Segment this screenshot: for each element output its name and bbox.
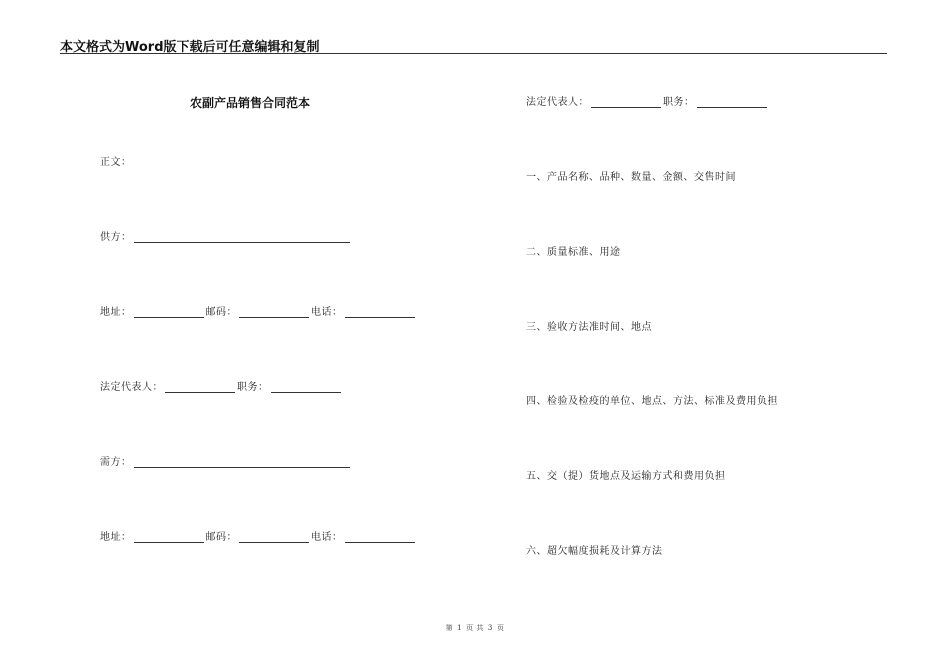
- postcode-label: 邮码：: [205, 307, 237, 318]
- supplier-address-blank[interactable]: [134, 307, 204, 318]
- supplier-rep-blank[interactable]: [165, 382, 235, 393]
- address-label: 地址：: [100, 307, 132, 318]
- rep-label: 法定代表人：: [526, 97, 589, 108]
- clause-4: 四、检验及检疫的单位、地点、方法、标准及费用负担: [526, 396, 778, 407]
- rep-label: 法定代表人：: [100, 382, 163, 393]
- page-mid: 页 共: [466, 624, 484, 632]
- supplier-address-line: [100, 303, 417, 318]
- phone-label: 电话：: [311, 307, 343, 318]
- body-label-line: [100, 153, 132, 168]
- buyer-line: [100, 453, 352, 468]
- document-title: 农副产品销售合同范本: [190, 96, 311, 110]
- buyer-address-line: [100, 528, 417, 543]
- buyer-position-blank[interactable]: [697, 97, 767, 108]
- page-footer: [0, 623, 950, 633]
- page-suffix: 页: [496, 624, 505, 632]
- document-header-note: 本文格式为Word版下载后可任意编辑和复制: [60, 40, 320, 55]
- clause-1: 一、产品名称、品种、数量、金额、交售时间: [526, 172, 736, 183]
- supplier-position-blank[interactable]: [271, 382, 341, 393]
- clause-3: 三、验收方法准时间、地点: [526, 322, 652, 333]
- buyer-rep-line: [526, 93, 769, 108]
- buyer-address-blank[interactable]: [134, 532, 204, 543]
- buyer-postcode-blank[interactable]: [239, 532, 309, 543]
- body-label: 正文：: [100, 157, 132, 168]
- supplier-rep-line: [100, 378, 343, 393]
- buyer-blank[interactable]: [134, 457, 350, 468]
- clause-5: 五、交（提）货地点及运输方式和费用负担: [526, 471, 726, 482]
- supplier-postcode-blank[interactable]: [239, 307, 309, 318]
- supplier-line: [100, 228, 352, 243]
- page-total: 3: [487, 624, 493, 632]
- supplier-phone-blank[interactable]: [345, 307, 415, 318]
- phone-label: 电话：: [311, 532, 343, 543]
- supplier-blank[interactable]: [134, 232, 350, 243]
- header-divider: [60, 53, 887, 54]
- postcode-label: 邮码：: [205, 532, 237, 543]
- buyer-rep-blank[interactable]: [591, 97, 661, 108]
- position-label: 职务：: [237, 382, 269, 393]
- page-prefix: 第: [445, 624, 454, 632]
- buyer-label: 需方：: [100, 457, 132, 468]
- clause-6: 六、超欠幅度损耗及计算方法: [526, 546, 663, 557]
- page-number: 1: [457, 624, 463, 632]
- position-label: 职务：: [663, 97, 695, 108]
- buyer-phone-blank[interactable]: [345, 532, 415, 543]
- clause-2: 二、质量标准、用途: [526, 247, 621, 258]
- supplier-label: 供方：: [100, 232, 132, 243]
- address-label: 地址：: [100, 532, 132, 543]
